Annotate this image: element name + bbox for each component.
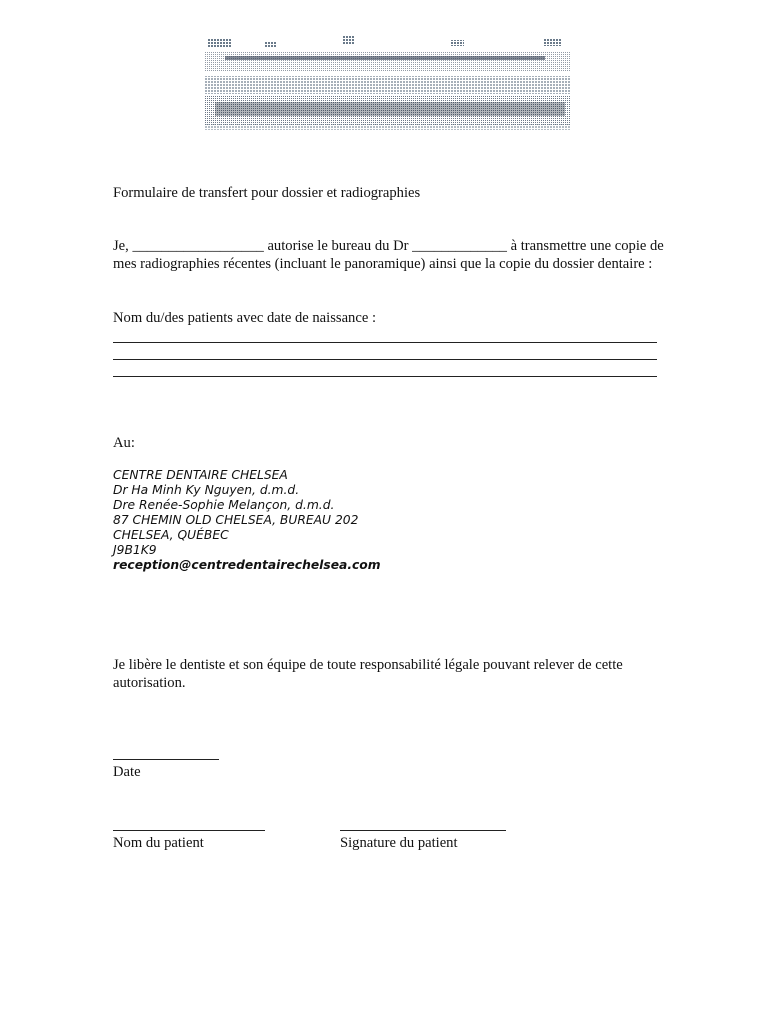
patient-entry-line[interactable] — [113, 376, 657, 377]
date-field-line[interactable] — [113, 759, 219, 760]
patient-name-label: Nom du patient — [113, 835, 204, 851]
patient-name-field-line[interactable] — [113, 830, 265, 831]
postal-code: J9B1K9 — [113, 543, 157, 557]
patient-entry-line[interactable] — [113, 359, 657, 360]
clinic-logo — [205, 36, 571, 134]
liability-paragraph: Je libère le dentiste et son équipe de toute responsabilité légale pouvant relever de cette autorisation. — [113, 657, 623, 691]
recipient-label: Au: — [113, 435, 135, 451]
dentist-name: Dr Ha Minh Ky Nguyen, d.m.d. — [113, 483, 300, 497]
consent-paragraph: Je, __________________ autorise le bureau du Dr _____________ à transmettre une copie de mes radiographies récentes (incluant le panoramique) ainsi que la copie du dossier dentaire : — [113, 238, 664, 272]
patients-label: Nom du/des patients avec date de naissance : — [113, 310, 377, 326]
dentist-name: Dre Renée-Sophie Melançon, d.m.d. — [113, 498, 335, 512]
email-address: reception@centredentairechelsea.com — [113, 558, 381, 572]
clinic-name: CENTRE DENTAIRE CHELSEA — [113, 468, 288, 482]
city: CHELSEA, QUÉBEC — [113, 528, 229, 542]
patient-signature-label: Signature du patient — [340, 835, 458, 851]
date-label: Date — [113, 764, 141, 780]
form-title: Formulaire de transfert pour dossier et radiographies — [113, 185, 421, 201]
patient-entry-line[interactable] — [113, 342, 657, 343]
patient-signature-field-line[interactable] — [340, 830, 506, 831]
clinic-logo-image — [205, 36, 571, 134]
recipient-address — [113, 468, 381, 573]
street-address: 87 CHEMIN OLD CHELSEA, BUREAU 202 — [113, 513, 359, 527]
